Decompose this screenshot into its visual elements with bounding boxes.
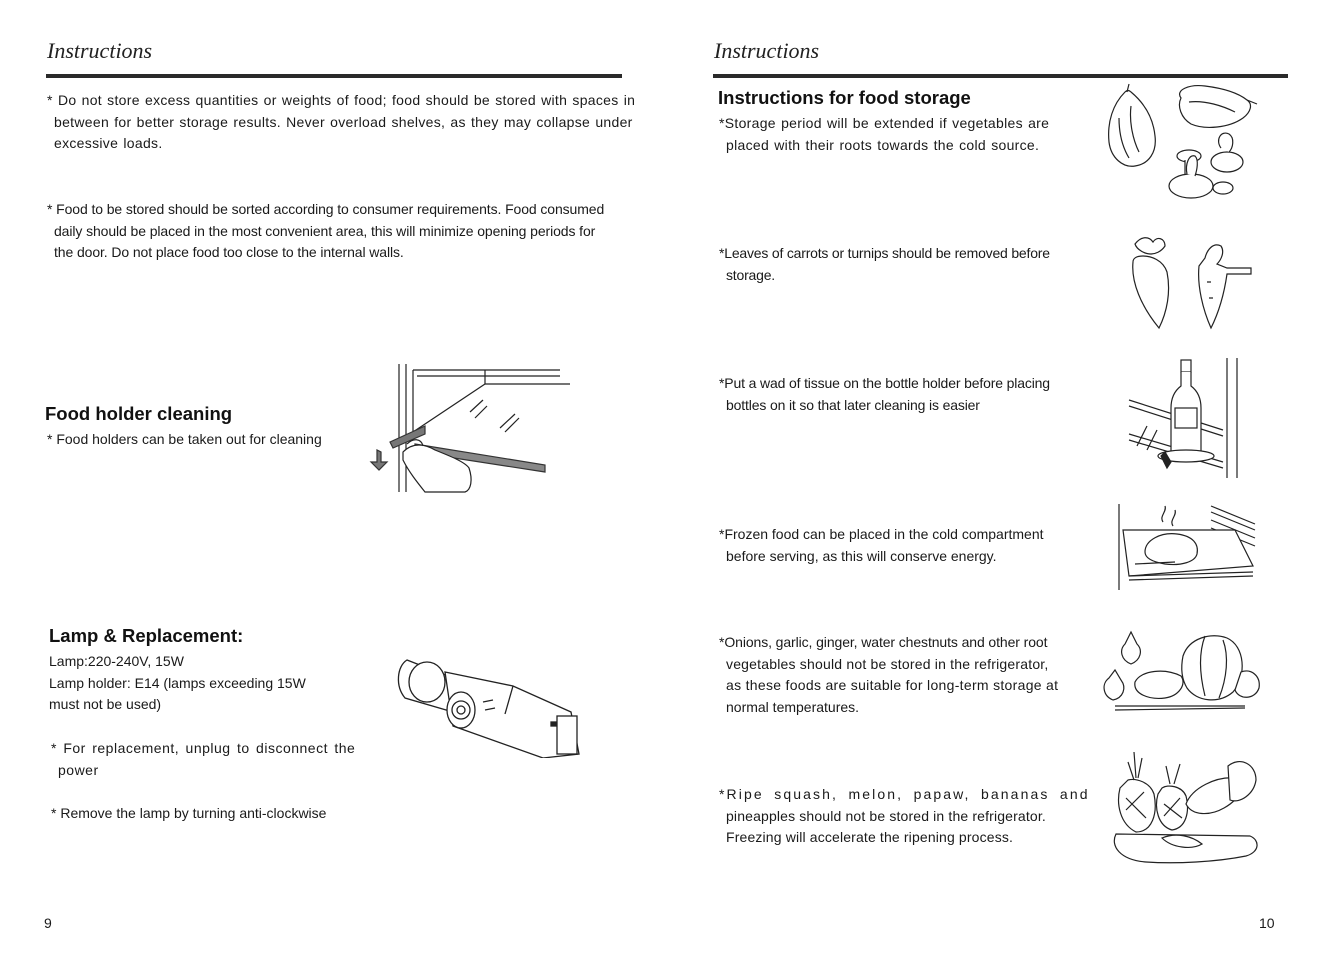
title-rule [46,74,622,78]
tip-bottle: *Put a wad of tissue on the bottle holder before placing bottles on it so that later cleaning is easier [719,375,1050,413]
tip-root-vegetables: *Onions, garlic, ginger, water chestnuts and other root vegetables should not be stored in the refrigerator, as these foods are suitable for long-term storage at normal temperatures. [719,634,1059,716]
tip-ripe-fruits-line1: *Ripe squash, melon, papaw, bananas and [719,786,1090,802]
lamp-spec: Lamp:220-240V, 15W Lamp holder: E14 (lamps exceeding 15W must not be used) [49,653,306,713]
lamp-replace-note: * For replacement, unplug to disconnect the power [51,740,356,778]
tip-leaves: *Leaves of carrots or turnips should be removed before storage. [719,245,1050,283]
page-title: Instructions [714,38,820,63]
tip-roots: *Storage period will be extended if vegetables are placed with their roots towards the cold source. [719,115,1050,153]
turnip-carrot-icon [1111,232,1261,332]
vegetables-mushrooms-icon [1105,82,1261,204]
tropical-fruits-icon [1106,748,1262,866]
lamp-heading: Lamp & Replacement: [49,625,244,646]
lamp-remove-note: * Remove the lamp by turning anti-clockwise [51,805,327,821]
page-title: Instructions [47,38,153,63]
right-page [663,0,1327,954]
food-storage-heading: Instructions for food storage [718,87,971,108]
tip-frozen: *Frozen food can be placed in the cold compartment before serving, as this will conserve energy. [719,526,1044,564]
frozen-food-tray-icon [1115,502,1259,592]
note-sorting: * Food to be stored should be sorted according to consumer requirements. Food consumed daily should be placed in the most convenient area, this will minimize opening periods for the door. Do not place food too close to the internal walls. [47,201,605,261]
page-number: 9 [44,915,52,931]
page-number: 10 [1259,915,1275,931]
tip-ripe-fruits: pineapples should not be stored in the refrigerator. Freezing will accelerate the ripening process. [726,807,1046,846]
lamp-holder-icon [393,650,585,758]
bottle-on-holder-icon [1127,356,1245,480]
title-rule [713,74,1288,78]
left-page [0,0,663,954]
food-holder-removal-icon [365,362,575,494]
food-holder-heading: Food holder cleaning [45,403,233,424]
note-overload: * Do not store excess quantities or weights of food; food should be stored with spaces in between for better storage results. Never overload shelves, as they may collapse under excessive loads. [47,92,636,152]
root-vegetables-icon [1095,626,1263,714]
food-holder-text: * Food holders can be taken out for cleaning [47,431,322,447]
